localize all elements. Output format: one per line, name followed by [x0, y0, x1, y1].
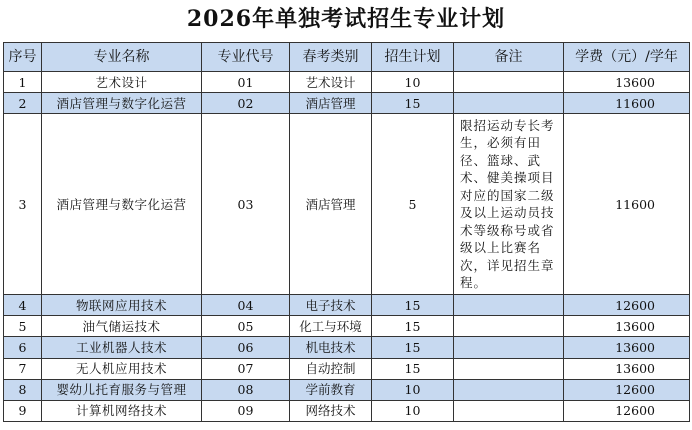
header-no: 序号 [4, 43, 42, 72]
cell-note: 限招运动专长考生，必须有田径、篮球、武术、健美操项目对应的国家二级及以上运动员技术等级称号或省级以上比赛名次，详见招生章程。 [454, 114, 564, 295]
cell-plan: 15 [372, 93, 454, 114]
cell-note [454, 379, 564, 400]
cell-category: 酒店管理 [290, 114, 372, 295]
cell-note [454, 400, 564, 421]
cell-major-code: 06 [202, 337, 290, 358]
cell-fee: 12600 [564, 379, 690, 400]
cell-plan: 15 [372, 337, 454, 358]
cell-category: 艺术设计 [290, 72, 372, 93]
cell-note [454, 358, 564, 379]
header-category: 春考类别 [290, 43, 372, 72]
table-row [4, 400, 690, 421]
cell-fee: 13600 [564, 72, 690, 93]
cell-no: 1 [4, 72, 42, 93]
cell-note [454, 295, 564, 316]
cell-note [454, 337, 564, 358]
cell-note [454, 93, 564, 114]
header-plan: 招生计划 [372, 43, 454, 72]
cell-fee: 11600 [564, 114, 690, 295]
cell-major-name: 油气储运技术 [42, 316, 202, 337]
enrollment-plan-table [3, 42, 690, 422]
cell-major-name: 酒店管理与数字化运营 [42, 93, 202, 114]
cell-plan: 15 [372, 295, 454, 316]
cell-major-code: 05 [202, 316, 290, 337]
cell-major-name: 艺术设计 [42, 72, 202, 93]
cell-major-code: 04 [202, 295, 290, 316]
header-major-code: 专业代号 [202, 43, 290, 72]
table-row [4, 295, 690, 316]
cell-plan: 10 [372, 400, 454, 421]
header-fee: 学费（元）/学年 [564, 43, 690, 72]
cell-fee: 13600 [564, 337, 690, 358]
cell-fee: 12600 [564, 295, 690, 316]
cell-category: 电子技术 [290, 295, 372, 316]
cell-major-code: 03 [202, 114, 290, 295]
cell-fee: 13600 [564, 316, 690, 337]
table-row [4, 93, 690, 114]
table-row [4, 114, 690, 295]
cell-major-code: 02 [202, 93, 290, 114]
header-note: 备注 [454, 43, 564, 72]
table-row [4, 337, 690, 358]
cell-category: 自动控制 [290, 358, 372, 379]
table-row [4, 72, 690, 93]
cell-fee: 13600 [564, 358, 690, 379]
cell-no: 2 [4, 93, 42, 114]
header-row [4, 43, 690, 72]
cell-category: 网络技术 [290, 400, 372, 421]
table-row [4, 316, 690, 337]
cell-plan: 10 [372, 379, 454, 400]
cell-major-name: 婴幼儿托育服务与管理 [42, 379, 202, 400]
cell-plan: 10 [372, 72, 454, 93]
cell-no: 5 [4, 316, 42, 337]
cell-major-name: 无人机应用技术 [42, 358, 202, 379]
cell-major-name: 物联网应用技术 [42, 295, 202, 316]
cell-note [454, 316, 564, 337]
cell-category: 机电技术 [290, 337, 372, 358]
cell-no: 8 [4, 379, 42, 400]
cell-major-code: 01 [202, 72, 290, 93]
cell-plan: 15 [372, 358, 454, 379]
cell-no: 6 [4, 337, 42, 358]
table-row [4, 379, 690, 400]
cell-fee: 11600 [564, 93, 690, 114]
cell-major-name: 计算机网络技术 [42, 400, 202, 421]
page-title: 2026年单独考试招生专业计划 [186, 6, 506, 32]
cell-note [454, 72, 564, 93]
cell-category: 化工与环境 [290, 316, 372, 337]
header-major-name: 专业名称 [42, 43, 202, 72]
cell-fee: 12600 [564, 400, 690, 421]
cell-no: 7 [4, 358, 42, 379]
cell-no: 9 [4, 400, 42, 421]
cell-plan: 5 [372, 114, 454, 295]
cell-major-code: 08 [202, 379, 290, 400]
table-row [4, 358, 690, 379]
cell-no: 4 [4, 295, 42, 316]
cell-category: 酒店管理 [290, 93, 372, 114]
cell-major-name: 酒店管理与数字化运营 [42, 114, 202, 295]
cell-plan: 15 [372, 316, 454, 337]
cell-no: 3 [4, 114, 42, 295]
cell-major-name: 工业机器人技术 [42, 337, 202, 358]
cell-major-code: 09 [202, 400, 290, 421]
cell-category: 学前教育 [290, 379, 372, 400]
cell-major-code: 07 [202, 358, 290, 379]
